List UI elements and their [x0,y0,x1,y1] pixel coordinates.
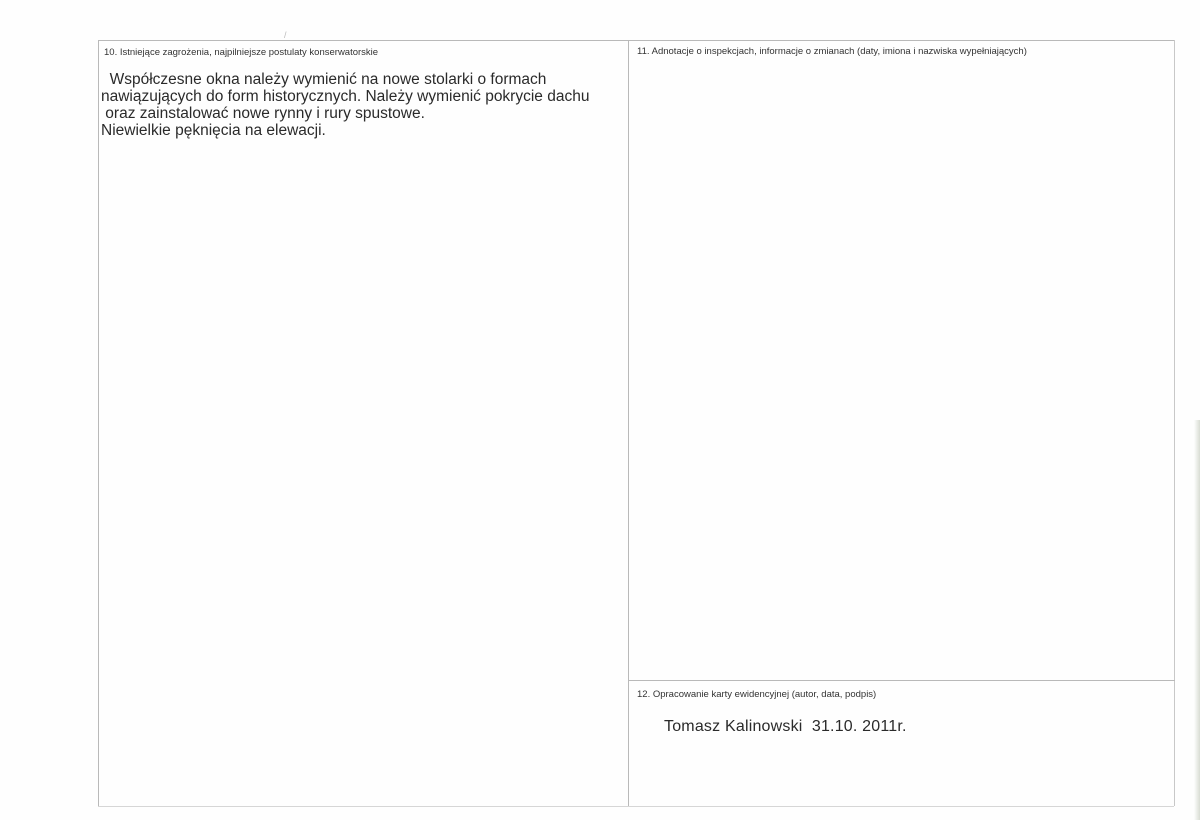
section-12-label: 12. Opracowanie karty ewidencyjnej (autor, data, podpis) [637,689,877,700]
scan-edge-shadow [1194,420,1200,820]
form-left-border [98,40,99,806]
form-top-border [98,40,1174,41]
section-12-divider [628,680,1175,681]
section-10-content [101,71,625,139]
section-10-label: 10. Istniejące zagrożenia, najpilniejsze postulaty konserwatorskie [104,47,379,58]
scan-mark: / [284,30,287,40]
section-10-line: oraz zainstalować nowe rynny i rury spustowe. [101,105,425,122]
section-10-line: nawiązujących do form historycznych. Należy wymienić pokrycie dachu [101,88,590,105]
column-divider [628,40,629,806]
form-bottom-border [98,806,1174,807]
section-12-entry: Tomasz Kalinowski 31.10. 2011r. [664,718,907,735]
section-10-line: Niewielkie pęknięcia na elewacji. [101,122,326,139]
section-10-line: Współczesne okna należy wymienić na nowe stolarki o formach [101,71,547,88]
section-11-label: 11. Adnotacje o inspekcjach, informacje o zmianach (daty, imiona i nazwiska wypełniających) [637,46,1027,57]
form-right-border [1174,40,1175,806]
